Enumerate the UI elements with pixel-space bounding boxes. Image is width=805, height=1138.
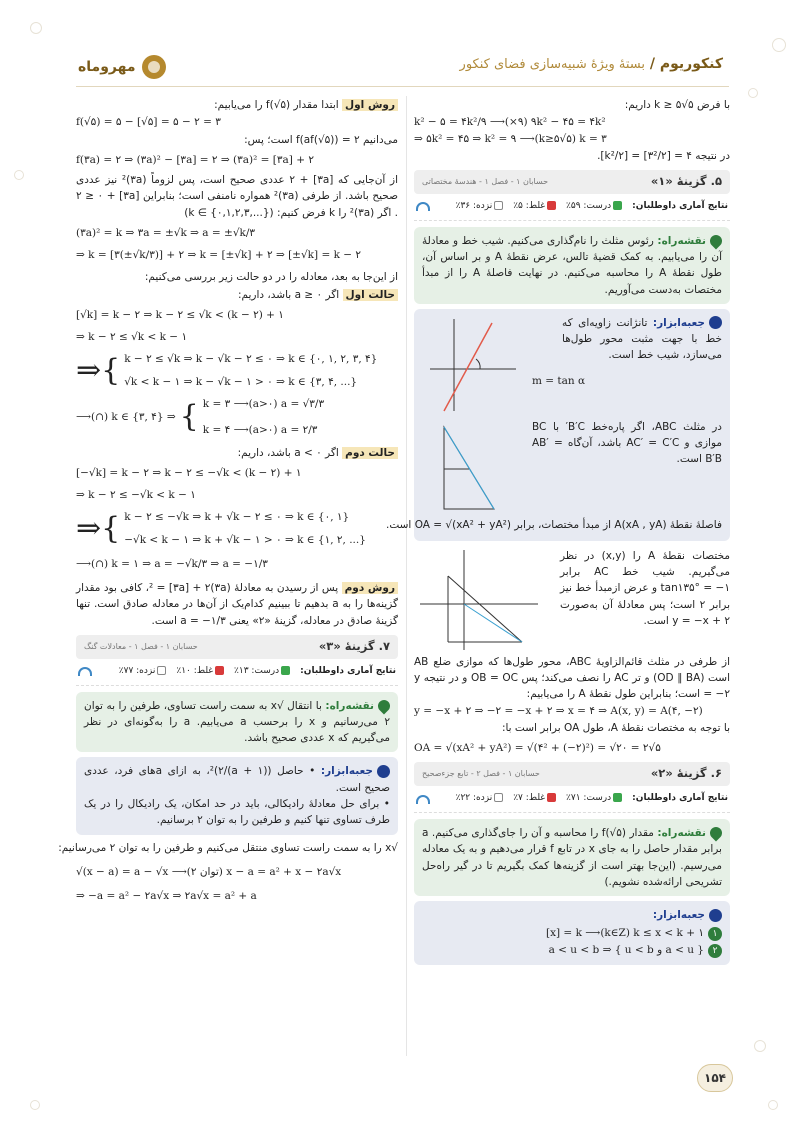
wrench-icon [709, 316, 722, 329]
toolbox-box [385, 309, 730, 541]
equation: k = ۳ ⟶(a>۰) a = √۳/۳ [202, 397, 325, 410]
decor-circle [30, 1100, 40, 1110]
question-7-title: ۷. گزینهٔ «۳» [318, 638, 390, 653]
equation: [−√k] = k − ۲ ⇒ k − ۲ ≤ −√k < (k − ۲) + ۱ [76, 466, 302, 479]
text-line: از این‌جا به بعد، معادله را در دو حالت زیر بررسی می‌کنیم: [144, 271, 398, 284]
case-tag: حالت دوم [342, 447, 398, 459]
solution-text-1: مختصات نقطهٔ A را (x,y) در نظر می‌گیریم. شیب خط AC برابر tan۱۳۵° = −۱ و عرض ازمبدأ خط نیز برابر ۲ است؛ پس معادلهٔ آن به‌صورت y = −x + ۲ است. [560, 549, 730, 627]
cross-icon [215, 666, 224, 675]
empty-box-icon [494, 201, 503, 210]
check-icon [281, 666, 290, 675]
cross-icon [547, 793, 556, 802]
location-pin-icon [708, 232, 725, 249]
stat-none: نزده: ۷۷٪ [119, 665, 167, 679]
tool-item-1: ۱[x] = k ⟶(k∈Z) k ≤ x < k + ۱ [422, 925, 722, 941]
equation: y = −x + ۲ ⇒ −۲ = −x + ۲ ⇒ x = ۴ ⇒ A(x, y) = A(۴, −۲) [414, 704, 703, 717]
equation: OA = √(xA² + yA²) = √(۴² + (−۲)²) = √۲۰ = ۲√۵ [414, 742, 661, 755]
wrench-icon [377, 765, 390, 778]
stats-label: نتایج آماری داوطلبان: [632, 200, 728, 211]
roadmap-tag: نقشه‌راه: [657, 234, 706, 247]
empty-box-icon [157, 666, 166, 675]
text-line: √x را به سمت راست تساوی منتقل می‌کنیم و طرفین را به توان ۲ می‌رسانیم: [58, 841, 398, 854]
coordinate-figure [414, 546, 544, 654]
solution-figure-block [414, 546, 730, 654]
logo-text: مهروماه [78, 59, 136, 75]
system-block: ⇒{ k − ۲ ≤ √k ⇒ k − √k − ۲ ≤ ۰ ⇒ k ∈ {۰, ۱, ۲, ۳, ۴} √k < k − ۱ ⇒ k − √k − ۱ > ۰ ⇒ k ∈ {۳, ۴, ...} [76, 351, 398, 390]
equation: f(۳a) = ۲ ⇒ (۳a)² − [۳a] = ۲ ⇒ (۳a)² = [۳a] + ۲ [76, 153, 314, 166]
stats-label: نتایج آماری داوطلبان: [632, 793, 728, 804]
paragraph: از آن‌جایی که [۳a] + ۲ عددی صحیح است، پس لزوماً (۳a)² نیز عددی صحیح باشد. از طرفی (۳a)² همواره نامنفی است؛ بنابراین [۳a] + ۲ ≥ ۰ . اگر (۳a)² را k فرض کنیم: (k ∈ {۰,۱,۲,۳,...}) [76, 174, 399, 219]
publisher-logo [78, 55, 166, 79]
case-tag: حالت اول [343, 289, 398, 301]
question-5-title: ۵. گزینهٔ «۱» [650, 174, 722, 189]
page-number: ۱۵۴ [697, 1064, 733, 1092]
decor-circle [748, 88, 758, 98]
equation: √k < k − ۱ ⇒ k − √k − ۱ > ۰ ⇒ k ∈ {۳, ۴, ...} [124, 375, 358, 388]
location-pin-icon [708, 825, 725, 842]
stat-correct: درست: ۱۳٪ [234, 665, 290, 679]
decor-circle [754, 1040, 766, 1052]
text-line: روش اول ابتدا مقدار f(√۵) را می‌یابیم: [76, 97, 398, 113]
tangent-figure [424, 313, 524, 413]
method-tag: روش اول [342, 99, 398, 111]
equation: √(x − a) = a − √x ⟶(توان ۲) x − a = a² + x − ۲a√x [76, 865, 342, 878]
question-7-header [76, 635, 398, 659]
decor-circle [768, 1100, 778, 1110]
question-5-stats [414, 196, 730, 221]
empty-box-icon [494, 793, 503, 802]
question-6-title: ۶. گزینهٔ «۲» [650, 766, 722, 781]
text-line: می‌دانیم f(af(√۵)) = ۲ است؛ پس: [244, 133, 398, 146]
location-pin-icon [376, 697, 393, 714]
check-icon [613, 793, 622, 802]
system-block: ⟶(∩) k ∈ {۳, ۴} ⇒ { k = ۳ ⟶(a>۰) a = √۳/۳ k = ۴ ⟶(a>۰) a = ۲/۳ [76, 396, 398, 439]
equation: k − ۲ ≤ −√k ⇒ k + √k − ۲ ≤ ۰ ⇒ k ∈ {۰, ۱} [124, 511, 350, 524]
tool-item-2: ۲a < u < b ⇒ { u < b و a < u } [422, 942, 722, 958]
stat-correct: درست: ۵۹٪ [566, 200, 622, 214]
question-5-header [414, 170, 730, 194]
text-line: حالت اول اگر a ≥ ۰ باشد، داریم: [76, 287, 398, 303]
question-6-header [414, 762, 730, 786]
left-column [58, 96, 399, 912]
equation: ⟶(∩) k = ۱ ⇒ a = −√k/۳ ⇒ a = −۱/۳ [76, 557, 268, 570]
equation: ⇒ −a = a² − ۲a√x ⇒ ۲a√x = a² + a [76, 890, 257, 903]
equation: −√k < k − ۱ ⇒ k + √k − ۱ > ۰ ⇒ k ∈ {۱, ۲, ...} [124, 533, 366, 546]
equation: ⟶(∩) k ∈ {۳, ۴} ⇒ [76, 411, 176, 424]
method-tag: روش دوم [342, 582, 398, 594]
equation: f(√۵) = ۵ − [√۵] = ۵ − ۲ = ۳ [76, 116, 221, 129]
number-badge: ۱ [708, 927, 722, 941]
equation: ⇒ k − ۲ ≤ √k < k − ۱ [76, 331, 188, 344]
roadmap-text: با انتقال √x به سمت راست تساوی، طرفین را به توان ۲ می‌رسانیم و x را برحسب a می‌یابیم. a را به‌گونه‌ای در نظر می‌گیریم که x عددی صحیح باشد. [84, 699, 391, 745]
wifi-icon [416, 202, 430, 211]
decor-circle [772, 38, 786, 52]
text-line: حالت دوم اگر a < ۰ باشد، داریم: [76, 445, 398, 461]
question-5-topic: حسابان ۱ - فصل ۱ - هندسهٔ مختصاتی [422, 176, 549, 186]
tool-3: فاصلهٔ نقطهٔ A(xA , yA) از مبدأ مختصات، برابر OA = √(xA² + yA²) است. [385, 518, 722, 531]
tool-item-2: • برای حل معادلهٔ رادیکالی، باید در حد امکان، یک رادیکال را در یک طرف تساوی تنها کنیم و طرفین را به توان ۲ برسانیم. [84, 797, 391, 827]
stat-wrong: غلط: ۱۰٪ [176, 665, 224, 679]
paragraph: روش دوم پس از رسیدن به معادلهٔ (۳a)² = [۳a] + ۲، کافی بود مقدار گزینه‌ها را به a بدهیم تا ببینیم کدام‌یک از آن‌ها در معادله صادق است. تنها گزینهٔ صادق در معادله، گزینهٔ «۲» یعنی a = −۱/۳ است. [76, 582, 398, 627]
stat-wrong: غلط: ۷٪ [513, 792, 556, 806]
wifi-icon [416, 795, 430, 804]
solution-text-2: از طرفی در مثلث قائم‌الزاویهٔ ABC، محور طول‌ها که موازی ضلع AB است (OD ∥ BA) و تر AC را نصف می‌کند؛ پس OB = OC و در نتیجه y = −۲ است؛ بنابراین طول نقطهٔ A را می‌یابیم: [414, 655, 730, 701]
roadmap-box: نقشه‌راه: با انتقال √x به سمت راست تساوی، طرفین را به توان ۲ می‌رسانیم و x را برحسب a می‌یابیم. a را به‌گونه‌ای در نظر می‌گیریم که x عددی صحیح باشد. [76, 692, 398, 753]
stat-wrong: غلط: ۵٪ [513, 200, 556, 214]
wifi-icon [78, 667, 92, 676]
right-column [385, 96, 730, 970]
toolbox-box: جعبه‌ابزار: • حاصل ((a + ۱)/۲)²، به ازای aهای فرد، عددی صحیح است. • برای حل معادلهٔ رادیکالی، باید در حد امکان، یک رادیکال را در یک طرف تساوی تنها کنیم و طرفین را به توان ۲ برسانیم. [76, 757, 398, 834]
equation: [√k] = k − ۲ ⇒ k − ۲ ≤ √k < (k − ۲) + ۱ [76, 308, 284, 321]
question-7-stats [76, 661, 398, 686]
equation: k² − ۵ = ۴k²/۹ ⟶(×۹) ۹k² − ۴۵ = ۴k² [414, 116, 606, 129]
equation: k − ۲ ≤ √k ⇒ k − √k − ۲ ≤ ۰ ⇒ k ∈ {۰, ۱, ۲, ۳, ۴} [124, 353, 378, 366]
decor-circle [14, 170, 24, 180]
page-header-subtitle: بستهٔ ویژهٔ شبیه‌سازی فضای کنکور [459, 57, 645, 72]
tool-2: در مثلث ABC، اگر پاره‌خط B′C′ با BC موازی و AC′ = C′C باشد، آن‌گاه AB′ = B′B است. [532, 420, 722, 466]
equation: ⇒ k − ۲ ≤ −√k < k − ۱ [76, 489, 196, 502]
question-6-stats [414, 788, 730, 813]
thales-figure [424, 417, 504, 517]
stat-none: نزده: ۳۶٪ [456, 200, 504, 214]
toolbox-box: جعبه‌ابزار: ۱[x] = k ⟶(k∈Z) k ≤ x < k + ۱ ۲a < u < b ⇒ { u < b و a < u } [414, 901, 730, 965]
cross-icon [547, 201, 556, 210]
roadmap-box: نقشه‌راه: مقدار f(√۵) را محاسبه و آن را جای‌گذاری می‌کنیم. a برابر مقدار حاصل را به جای x در تابع f قرار می‌دهیم و به یک معادله می‌رسیم. (این‌جا بهتر است از گزینه‌ها کمک بگیریم تا در گیر راه‌حل تشریحی ارائه‌شده نشویم.) [414, 819, 730, 896]
page-header-title: کنکوریوم / بستهٔ ویژهٔ شبیه‌سازی فضای کنکور [459, 56, 723, 72]
question-7-topic: حسابان ۱ - فصل ۱ - معادلات گنگ [84, 641, 198, 651]
tool-1-equation: m = tan α [532, 374, 586, 387]
stat-correct: درست: ۷۱٪ [566, 792, 622, 806]
system-block: ⇒{ k − ۲ ≤ −√k ⇒ k + √k − ۲ ≤ ۰ ⇒ k ∈ {۰, ۱} −√k < k − ۱ ⇒ k + √k − ۱ > ۰ ⇒ k ∈ {۱, ۲, ...} [76, 509, 398, 548]
roadmap-text: رئوس مثلث را نام‌گذاری می‌کنیم. شیب خط و معادلهٔ آن را می‌یابیم. به کمک قضیهٔ تالس، عرض نقطهٔ A و بر اساس آن، طول نقطهٔ A را محاسبه می‌کنیم. در نهایت فاصلهٔ A را از مبدأ مختصات به‌دست می‌آوریم. [422, 234, 722, 296]
text-line: با فرض k ≥ ۵√۵ داریم: [624, 99, 730, 111]
roadmap-box [414, 227, 730, 304]
logo-icon [142, 55, 166, 79]
equation: (۳a)² = k ⇒ ۳a = ±√k ⇒ a = ±√k/۳ [76, 226, 256, 239]
question-6-topic: حسابان ۱ - فصل ۲ - تابع جزءصحیح [422, 769, 540, 779]
roadmap-text: مقدار f(√۵) را محاسبه و آن را جای‌گذاری می‌کنیم. a برابر مقدار حاصل را به جای x در تابع f قرار می‌دهیم و به یک معادله می‌رسیم. (این‌جا بهتر است از گزینه‌ها کمک بگیریم تا در گیر راه‌حل تشریحی ارائه‌شده نشویم.) [422, 827, 722, 889]
check-icon [613, 201, 622, 210]
equation: ⇒ k = [۳(±√k/۳)] + ۲ ⇒ k = [±√k] + ۲ ⇒ [±√k] = k − ۲ [76, 249, 362, 262]
header-divider [76, 86, 729, 87]
equation: ⇒ ۵k² = ۴۵ ⇒ k² = ۹ ⟶(k≥۵√۵) k = ۳ [414, 132, 607, 145]
column-divider [406, 96, 407, 1056]
decor-circle [30, 22, 42, 34]
stat-none: نزده: ۲۲٪ [456, 792, 504, 806]
text-line: در نتیجه ۴ = [۳²/۲] = [k²/۲]. [597, 149, 730, 162]
wrench-icon [709, 909, 722, 922]
stats-label: نتایج آماری داوطلبان: [300, 665, 396, 676]
tool-1: جعبه‌ابزار: تانژانت زاویه‌ای که خط با جهت مثبت محور طول‌ها می‌سازد، شیب خط است. [562, 316, 722, 362]
equation: k = ۴ ⟶(a>۰) a = ۲/۳ [202, 424, 318, 437]
number-badge: ۲ [708, 944, 722, 958]
text-line: با توجه به مختصات نقطهٔ A، طول OA برابر است با: [501, 721, 730, 734]
